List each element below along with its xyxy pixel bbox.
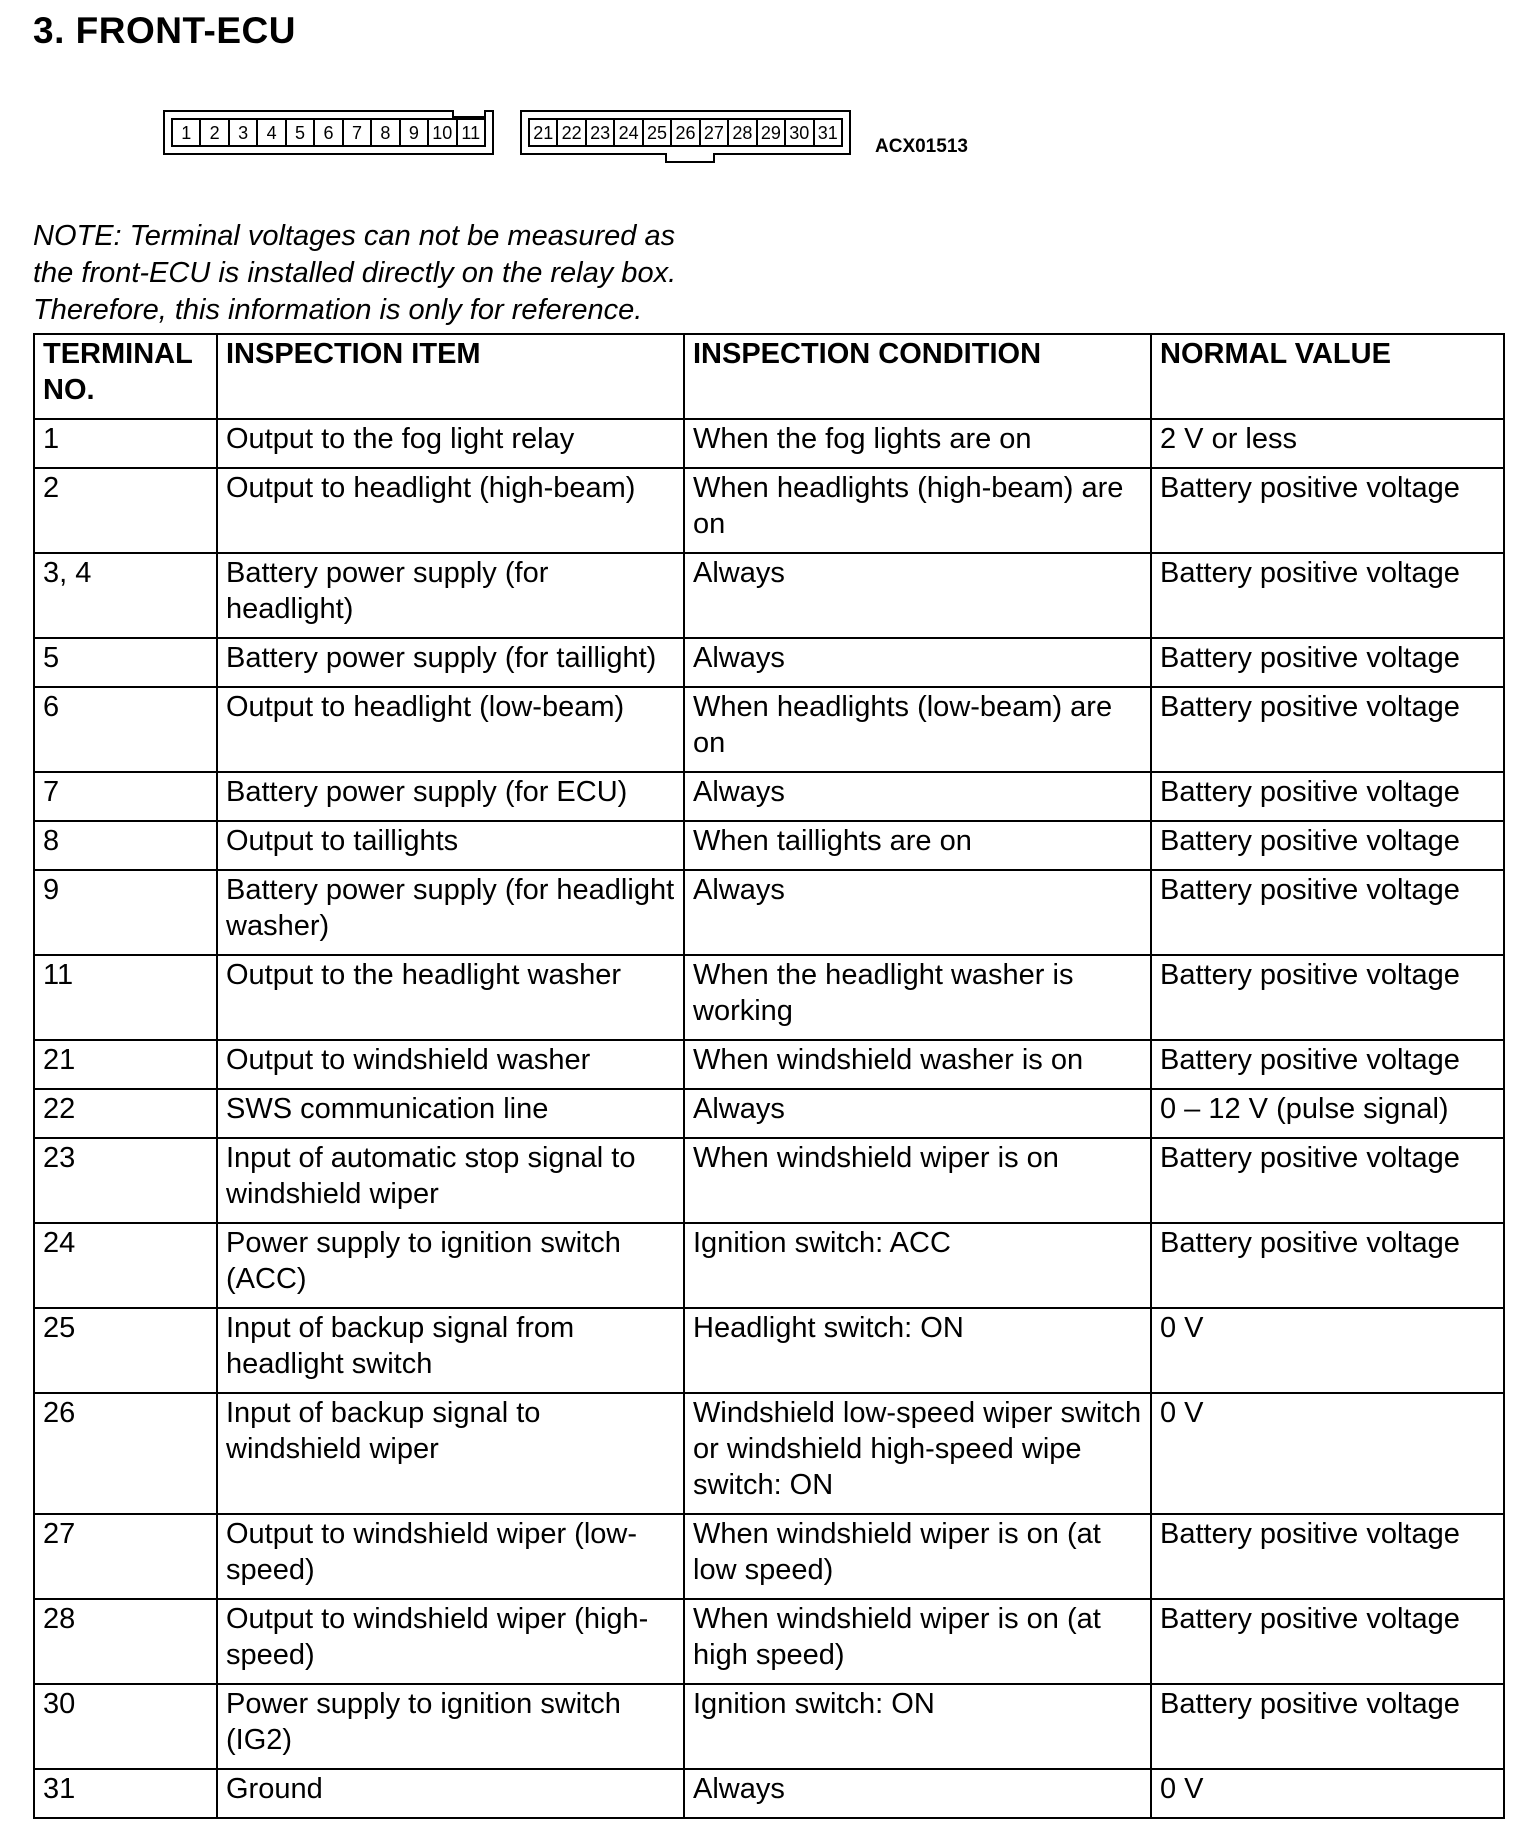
cell-inspection-condition: Ignition switch: ON xyxy=(684,1684,1151,1769)
connector-pin: 4 xyxy=(258,120,286,145)
terminal-spec-table xyxy=(33,333,1505,1819)
connector-pin: 1 xyxy=(173,120,201,145)
cell-inspection-condition: When windshield wiper is on (at low speed) xyxy=(684,1514,1151,1599)
cell-terminal-no: 26 xyxy=(34,1393,217,1514)
page-title: 3. FRONT-ECU xyxy=(33,10,296,51)
connector-pin: 11 xyxy=(461,122,481,143)
table-row xyxy=(34,1514,1504,1599)
cell-terminal-no: 8 xyxy=(34,821,217,870)
table-row xyxy=(34,687,1504,772)
note-line: the front-ECU is installed directly on the relay box. xyxy=(33,257,677,289)
connector-pin: 7 xyxy=(344,120,372,145)
connector-pin: 26 xyxy=(672,120,700,145)
connector-pin: 29 xyxy=(758,120,786,145)
cell-terminal-no: 2 xyxy=(34,468,217,553)
connector-pin: 2 xyxy=(201,120,229,145)
cell-normal-value: Battery positive voltage xyxy=(1151,468,1504,553)
cell-terminal-no: 27 xyxy=(34,1514,217,1599)
cell-inspection-item: Output to windshield wiper (high-speed) xyxy=(217,1599,684,1684)
note-line: Therefore, this information is only for reference. xyxy=(33,294,643,326)
table-row xyxy=(34,1393,1504,1514)
connector-pin: 30 xyxy=(786,120,814,145)
table-row xyxy=(34,1684,1504,1769)
cell-normal-value: Battery positive voltage xyxy=(1151,821,1504,870)
cell-inspection-condition: Always xyxy=(684,772,1151,821)
cell-normal-value: Battery positive voltage xyxy=(1151,638,1504,687)
connector-pin: 23 xyxy=(587,120,615,145)
connector-pin: 3 xyxy=(230,120,258,145)
cell-inspection-condition: When the headlight washer is working xyxy=(684,955,1151,1040)
cell-inspection-item: Power supply to ignition switch (IG2) xyxy=(217,1684,684,1769)
cell-terminal-no: 3, 4 xyxy=(34,553,217,638)
cell-inspection-condition: When windshield washer is on xyxy=(684,1040,1151,1089)
cell-inspection-item: Battery power supply (for headlight) xyxy=(217,553,684,638)
table-row xyxy=(34,955,1504,1040)
cell-inspection-item: Battery power supply (for taillight) xyxy=(217,638,684,687)
cell-inspection-item: Output to windshield wiper (low-speed) xyxy=(217,1514,684,1599)
cell-normal-value: 0 V xyxy=(1151,1308,1504,1393)
cell-normal-value: Battery positive voltage xyxy=(1151,553,1504,638)
cell-terminal-no: 31 xyxy=(34,1769,217,1818)
table-row xyxy=(34,638,1504,687)
cell-inspection-condition: When windshield wiper is on (at high speed) xyxy=(684,1599,1151,1684)
table-row xyxy=(34,468,1504,553)
cell-inspection-item: Power supply to ignition switch (ACC) xyxy=(217,1223,684,1308)
table-row xyxy=(34,1040,1504,1089)
cell-inspection-condition: When windshield wiper is on xyxy=(684,1138,1151,1223)
cell-terminal-no: 9 xyxy=(34,870,217,955)
connector-latch xyxy=(452,110,486,118)
cell-normal-value: Battery positive voltage xyxy=(1151,955,1504,1040)
cell-inspection-item: Output to taillights xyxy=(217,821,684,870)
table-row xyxy=(34,1089,1504,1138)
connector-pin-row xyxy=(528,118,843,147)
cell-terminal-no: 6 xyxy=(34,687,217,772)
connector-pin: 10 xyxy=(429,120,457,145)
connector-pin: 5 xyxy=(287,120,315,145)
cell-inspection-condition: Windshield low-speed wiper switch or windshield high-speed wipe switch: ON xyxy=(684,1393,1151,1514)
cell-normal-value: Battery positive voltage xyxy=(1151,772,1504,821)
connector-diagram-right xyxy=(520,110,851,155)
cell-inspection-item: SWS communication line xyxy=(217,1089,684,1138)
cell-terminal-no: 25 xyxy=(34,1308,217,1393)
cell-inspection-item: Output to headlight (high-beam) xyxy=(217,468,684,553)
cell-terminal-no: 11 xyxy=(34,955,217,1040)
cell-terminal-no: 7 xyxy=(34,772,217,821)
cell-inspection-condition: Headlight switch: ON xyxy=(684,1308,1151,1393)
cell-terminal-no: 30 xyxy=(34,1684,217,1769)
cell-normal-value: Battery positive voltage xyxy=(1151,687,1504,772)
cell-normal-value: 0 V xyxy=(1151,1769,1504,1818)
cell-inspection-item: Input of backup signal from headlight switch xyxy=(217,1308,684,1393)
cell-inspection-item: Input of backup signal to windshield wiper xyxy=(217,1393,684,1514)
connector-pin: 27 xyxy=(701,120,729,145)
cell-terminal-no: 1 xyxy=(34,419,217,468)
cell-inspection-item: Output to headlight (low-beam) xyxy=(217,687,684,772)
table-row xyxy=(34,553,1504,638)
connector-diagram-left xyxy=(163,110,494,155)
connector-latch xyxy=(665,153,715,163)
cell-inspection-item: Ground xyxy=(217,1769,684,1818)
table-row xyxy=(34,1223,1504,1308)
cell-inspection-condition: When headlights (high-beam) are on xyxy=(684,468,1151,553)
connector-pin-row xyxy=(171,118,486,147)
table-row xyxy=(34,1769,1504,1818)
cell-inspection-condition: Always xyxy=(684,638,1151,687)
cell-terminal-no: 5 xyxy=(34,638,217,687)
cell-normal-value: Battery positive voltage xyxy=(1151,870,1504,955)
cell-inspection-condition: When taillights are on xyxy=(684,821,1151,870)
cell-terminal-no: 28 xyxy=(34,1599,217,1684)
connector-pin: 6 xyxy=(315,120,343,145)
table-row xyxy=(34,870,1504,955)
cell-terminal-no: 24 xyxy=(34,1223,217,1308)
cell-normal-value: Battery positive voltage xyxy=(1151,1138,1504,1223)
connector-pin: 28 xyxy=(729,120,757,145)
table-row xyxy=(34,821,1504,870)
cell-normal-value: Battery positive voltage xyxy=(1151,1599,1504,1684)
cell-normal-value: 0 V xyxy=(1151,1393,1504,1514)
cell-inspection-condition: Always xyxy=(684,1769,1151,1818)
connector-pin: 31 xyxy=(817,122,838,143)
cell-inspection-item: Input of automatic stop signal to windshield wiper xyxy=(217,1138,684,1223)
cell-terminal-no: 23 xyxy=(34,1138,217,1223)
cell-inspection-condition: When headlights (low-beam) are on xyxy=(684,687,1151,772)
cell-inspection-condition: Ignition switch: ACC xyxy=(684,1223,1151,1308)
cell-normal-value: Battery positive voltage xyxy=(1151,1684,1504,1769)
cell-terminal-no: 22 xyxy=(34,1089,217,1138)
cell-normal-value: 0 – 12 V (pulse signal) xyxy=(1151,1089,1504,1138)
table-header-row xyxy=(34,334,1504,419)
header-normal-value: NORMAL VALUE xyxy=(1151,334,1504,419)
diagram-code: ACX01513 xyxy=(875,136,968,157)
table-row xyxy=(34,772,1504,821)
table-row xyxy=(34,419,1504,468)
cell-inspection-condition: Always xyxy=(684,870,1151,955)
cell-inspection-item: Battery power supply (for ECU) xyxy=(217,772,684,821)
note-line: NOTE: Terminal voltages can not be measured as xyxy=(33,220,676,252)
table-row xyxy=(34,1308,1504,1393)
connector-pin: 22 xyxy=(558,120,586,145)
connector-pin: 8 xyxy=(372,120,400,145)
header-inspection-condition: INSPECTION CONDITION xyxy=(684,334,1151,419)
cell-inspection-item: Output to the headlight washer xyxy=(217,955,684,1040)
cell-normal-value: 2 V or less xyxy=(1151,419,1504,468)
connector-pin: 21 xyxy=(530,120,558,145)
header-terminal-no: TERMINAL NO. xyxy=(34,334,217,419)
cell-normal-value: Battery positive voltage xyxy=(1151,1514,1504,1599)
note-text xyxy=(33,218,933,329)
cell-normal-value: Battery positive voltage xyxy=(1151,1223,1504,1308)
connector-pin: 9 xyxy=(401,120,429,145)
cell-inspection-item: Output to windshield washer xyxy=(217,1040,684,1089)
header-inspection-item: INSPECTION ITEM xyxy=(217,334,684,419)
cell-inspection-item: Output to the fog light relay xyxy=(217,419,684,468)
connector-pin: 24 xyxy=(615,120,643,145)
cell-terminal-no: 21 xyxy=(34,1040,217,1089)
cell-inspection-condition: Always xyxy=(684,553,1151,638)
cell-normal-value: Battery positive voltage xyxy=(1151,1040,1504,1089)
table-row xyxy=(34,1599,1504,1684)
cell-inspection-item: Battery power supply (for headlight washer) xyxy=(217,870,684,955)
cell-inspection-condition: When the fog lights are on xyxy=(684,419,1151,468)
table-row xyxy=(34,1138,1504,1223)
connector-pin: 25 xyxy=(644,120,672,145)
cell-inspection-condition: Always xyxy=(684,1089,1151,1138)
